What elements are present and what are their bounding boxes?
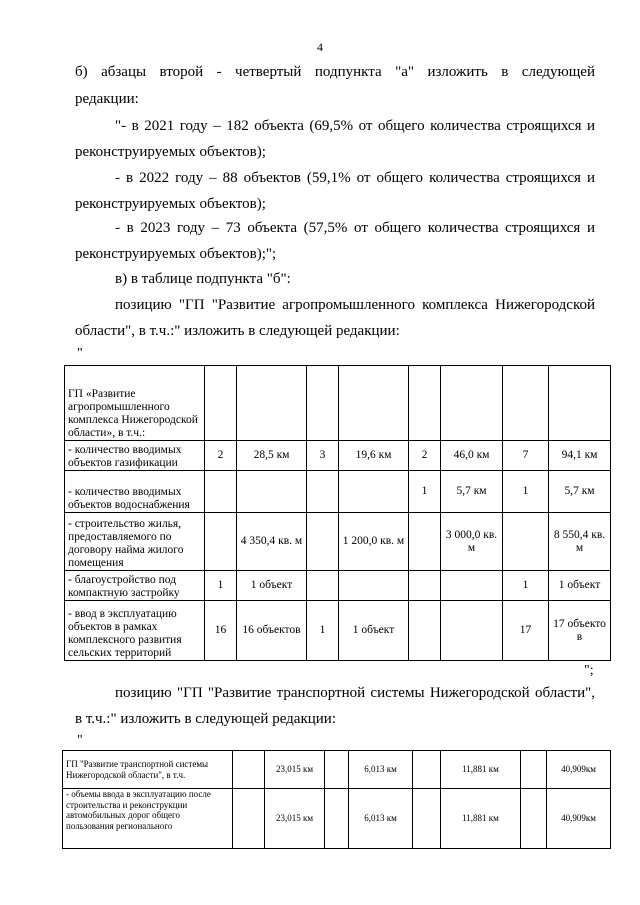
table-cell: 11,881 км [441,789,521,849]
table-cell: 40,909км [547,789,611,849]
table-cell [237,366,307,441]
table-row [65,513,611,571]
table-cell [307,513,339,571]
table-cell: 1 [503,471,549,513]
table-cell: 2 [205,441,237,471]
table-cell: 6,013 км [349,789,413,849]
table-cell: - ввод в эксплуатацию объектов в рамках комплексного развития сельских территорий [65,601,205,661]
table-cell: 94,1 км [549,441,611,471]
table-cell: 2 [409,441,441,471]
agro-position-line-2: области", в т.ч.:" изложить в следующей редакции: [75,323,400,339]
open-quote-2: " [77,733,83,748]
table-cell: 16 [205,601,237,661]
table-cell: 1 [503,571,549,601]
table-cell: - благоустройство под компактную застройку [65,571,205,601]
table-cell: - количество вводимых объектов водоснабжения [65,471,205,513]
table-cell: 1 [205,571,237,601]
table-row [63,789,611,849]
table-cell [413,751,441,789]
table-cell: 3 [307,441,339,471]
table-cell: 17 объекто в [549,601,611,661]
table-cell: - объемы ввода в эксплуатацию после строительства и реконструкции автомобильных дорог общего пользования регионального [63,789,233,849]
agro-position-line-1: позицию "ГП "Развитие агропромышленного комплекса Нижегородской [115,297,595,313]
table-cell [325,751,349,789]
table-cell [307,571,339,601]
table-cell: 1 объект [339,601,409,661]
table-cell [503,366,549,441]
table-cell: 6,013 км [349,751,413,789]
table-cell: ГП "Развитие транспортной системы Нижегородской области", в т.ч. [63,751,233,789]
table-row [65,441,611,471]
table-cell: 1 объект [549,571,611,601]
table-cell: 5,7 км [441,471,503,513]
table-cell [205,513,237,571]
item-2021-line-2: реконструируемых объектов); [75,144,266,160]
table-cell: 1 200,0 кв. м [339,513,409,571]
item-2022-line-1: - в 2022 году – 88 объектов (59,1% от общего количества строящихся и [115,170,595,186]
table-cell [409,513,441,571]
table-cell [339,366,409,441]
paragraph-v: в) в таблице подпункта "б": [115,271,291,287]
table-cell [307,471,339,513]
table-cell [237,471,307,513]
item-2022-line-2: реконструируемых объектов); [75,196,266,212]
page-number: 4 [317,40,323,54]
table-cell [521,789,547,849]
table-cell [441,366,503,441]
table-cell: 1 объект [237,571,307,601]
paragraph-b-line-2: редакции: [75,91,139,107]
table-cell [441,571,503,601]
open-quote-1: " [77,346,83,361]
table-cell [325,789,349,849]
table-cell: 23,015 км [265,789,325,849]
table-cell [409,571,441,601]
item-2023-line-2: реконструируемых объектов);"; [75,246,277,262]
table-cell: 1 [307,601,339,661]
table-cell: 3 000,0 кв. м [441,513,503,571]
close-quote: "; [584,663,594,678]
table-cell: 23,015 км [265,751,325,789]
table-cell: 4 350,4 кв. м [237,513,307,571]
table-cell: 40,909км [547,751,611,789]
table-row [63,751,611,789]
table-cell: 28,5 км [237,441,307,471]
table-cell: 46,0 км [441,441,503,471]
transport-position-line-2: в т.ч.:" изложить в следующей редакции: [75,711,336,727]
table-row [65,571,611,601]
table-cell [339,571,409,601]
table-cell: 16 объектов [237,601,307,661]
table-cell [205,471,237,513]
table-cell: 17 [503,601,549,661]
table-cell [233,751,265,789]
table-cell: ГП «Развитие агропромышленного комплекса Нижегородской области», в т.ч.: [65,366,205,441]
transport-position-line-1: позицию "ГП "Развитие транспортной системы Нижегородской области", [115,685,595,701]
table-cell [409,601,441,661]
table-row [65,366,611,441]
table-cell: 8 550,4 кв. м [549,513,611,571]
table-cell: 19,6 км [339,441,409,471]
item-2021-line-1: "- в 2021 году – 182 объекта (69,5% от общего количества строящихся и [115,118,595,134]
table-cell: 5,7 км [549,471,611,513]
table-cell [233,789,265,849]
table-cell [521,751,547,789]
table-cell: 1 [409,471,441,513]
table-cell: - строительство жилья, предоставляемого по договору найма жилого помещения [65,513,205,571]
table-cell [409,366,441,441]
table-cell [307,366,339,441]
table-cell [441,601,503,661]
table-cell: 7 [503,441,549,471]
table-cell [549,366,611,441]
table-cell [339,471,409,513]
table-cell [503,513,549,571]
paragraph-b-line-1: б) абзацы второй - четвертый подпункта "а" изложить в следующей [75,64,595,80]
table-cell: - количество вводимых объектов газификации [65,441,205,471]
item-2023-line-1: - в 2023 году – 73 объекта (57,5% от общего количества строящихся и [115,220,595,236]
transport-table [62,750,611,849]
table-row [65,601,611,661]
table-cell: 11,881 км [441,751,521,789]
agro-table [64,365,611,661]
table-cell [413,789,441,849]
table-row [65,471,611,513]
table-cell [205,366,237,441]
